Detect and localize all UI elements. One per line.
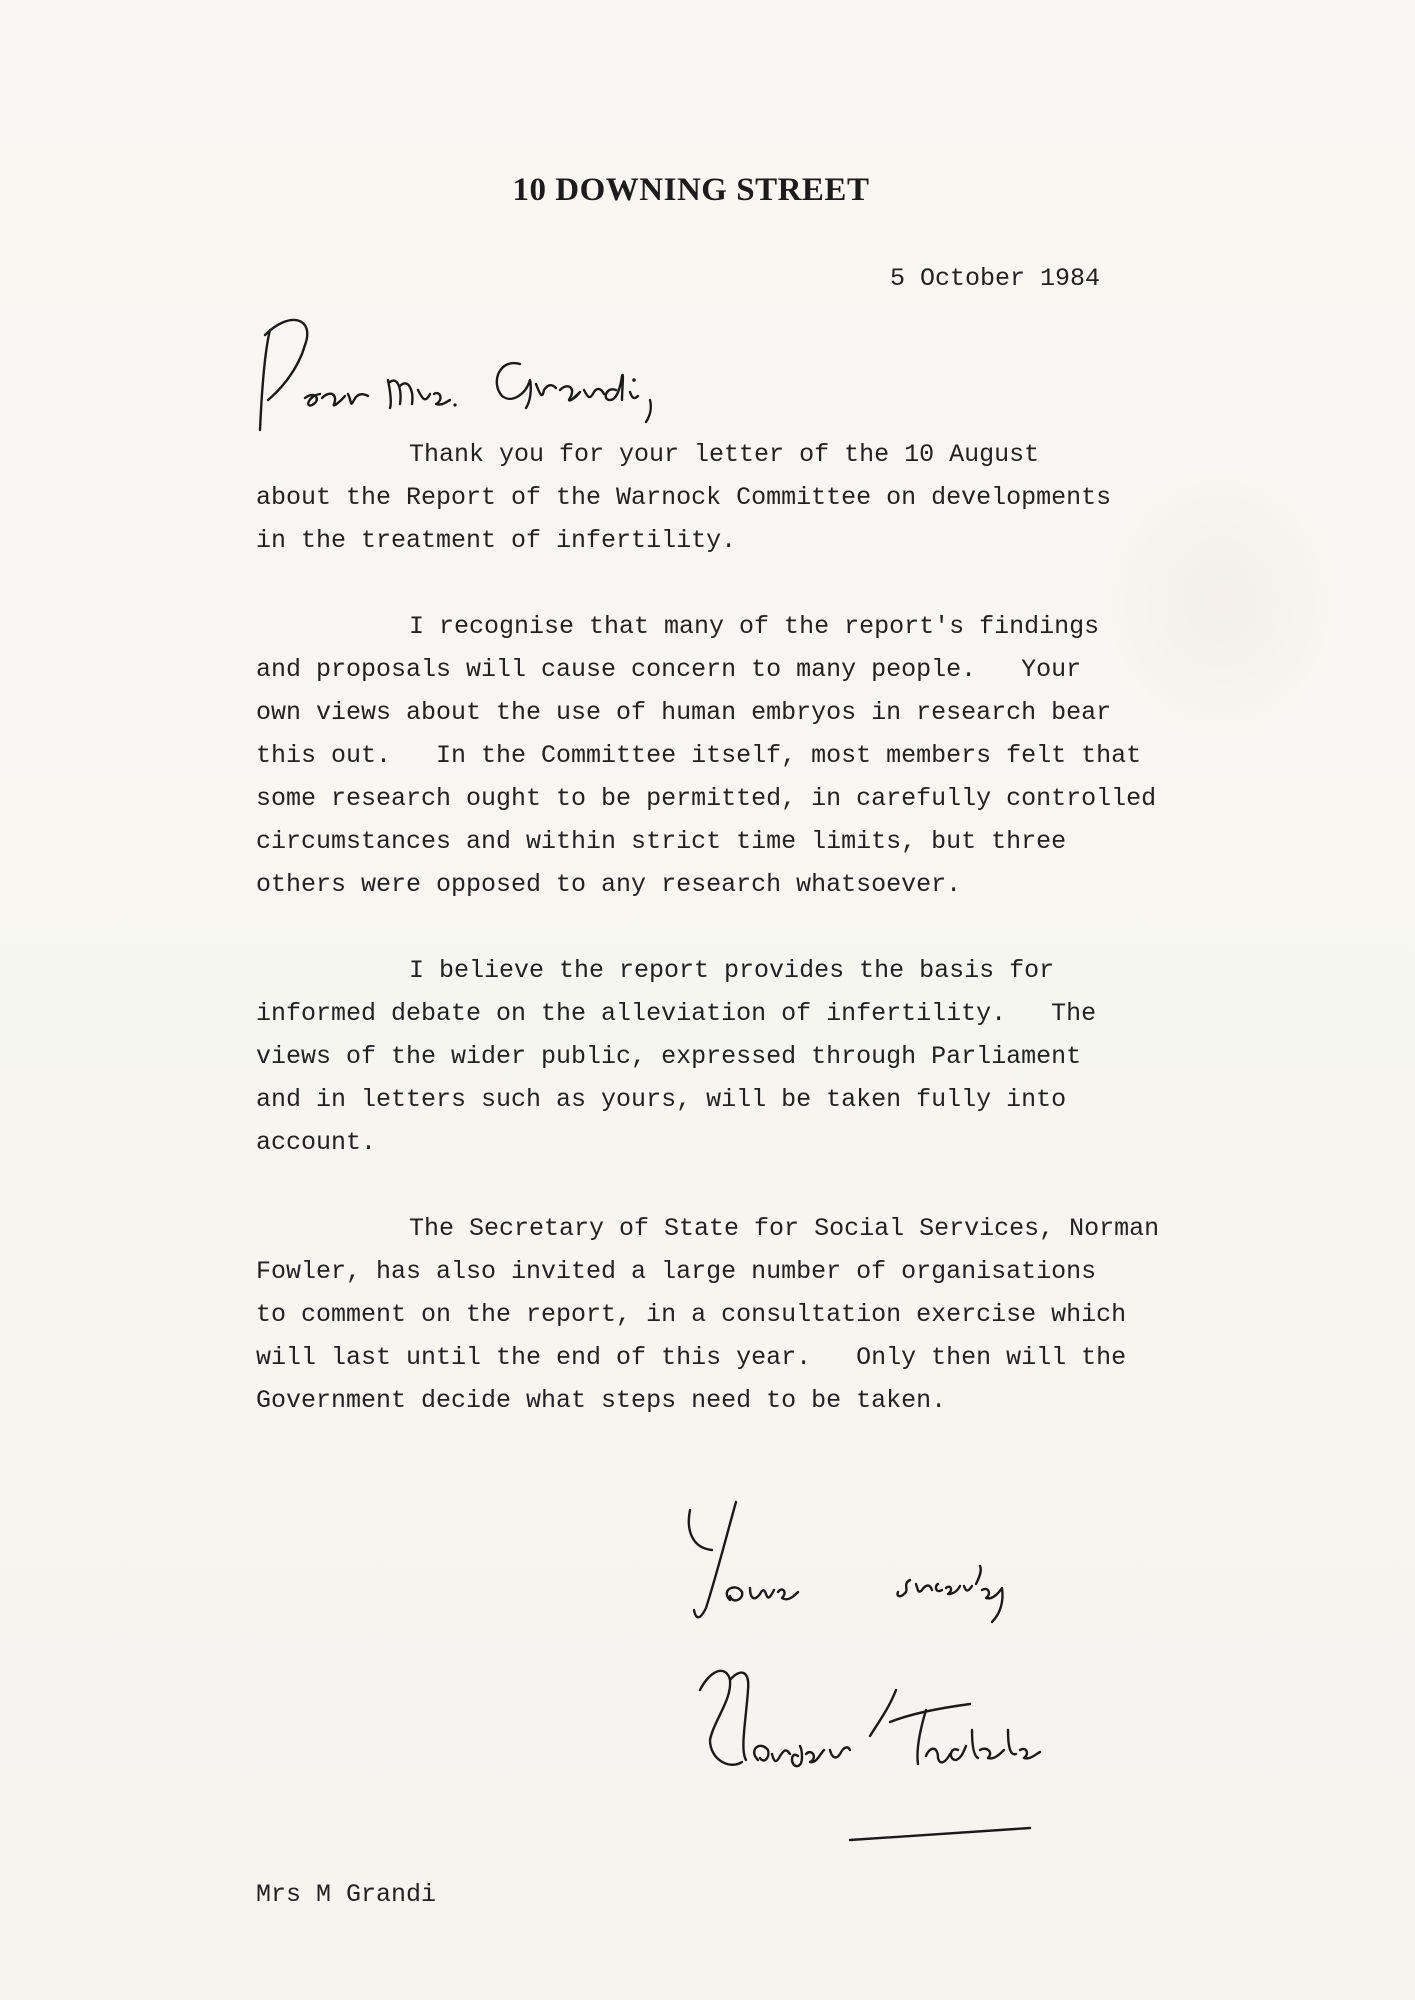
paragraph-4: The Secretary of State for Social Services, Norman Fowler, has also invited a large number of organisations to comment on the report, in a consultation exercise which will last until the end of this year. Only then will the Government decide what steps need to be taken. [256, 1214, 1160, 1415]
recipient-name: Mrs M Grandi [256, 1880, 437, 1909]
paragraph-1: Thank you for your letter of the 10 August about the Report of the Warnock Committee on developments in the treatment of infertility. [256, 440, 1112, 555]
paragraph-3: I believe the report provides the basis for informed debate on the alleviation of infertility. The views of the wider public, expressed through Parliament and in letters such as yours, will be taken fully into account. [256, 956, 1097, 1157]
handwritten-salutation [250, 290, 730, 450]
handwritten-signature [690, 1650, 1210, 1870]
letterhead: 10 DOWNING STREET [512, 172, 870, 208]
letter-body [256, 433, 1356, 1465]
paragraph-2: I recognise that many of the report's findings and proposals will cause concern to many people. Your own views about the use of human embryos in research bear this out. In the Committee itself, most members felt that some research ought to be permitted, in carefully controlled circumstances and within strict time limits, but three others were opposed to any research whatsoever. [256, 612, 1157, 899]
handwritten-closing [670, 1490, 1150, 1630]
letter-date: 5 October 1984 [890, 264, 1101, 293]
